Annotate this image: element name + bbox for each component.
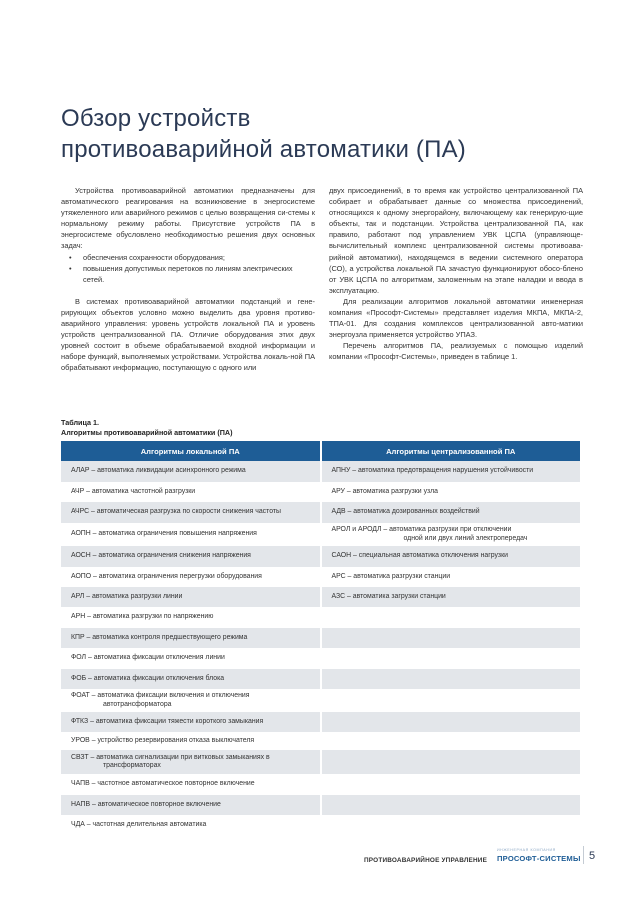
section-name: ПРОТИВОАВАРИЙНОЕ УПРАВЛЕНИЕ <box>364 857 488 864</box>
task-list-item: • повышения допустимых перетоков по линиям электрических сетей. <box>69 263 315 285</box>
table-cell-local: ЧДА – частотная делительная автоматика <box>61 815 320 835</box>
right-text-column <box>329 185 583 363</box>
table-cell-local: АЛАР – автоматика ликвидации асинхронного режима <box>61 461 320 482</box>
task-list <box>61 252 315 285</box>
table-row <box>61 567 580 587</box>
table-row <box>61 607 580 628</box>
table-row <box>61 689 580 712</box>
table-cell-central: АРС – автоматика разгрузки станции <box>322 567 581 587</box>
table-header <box>61 441 580 461</box>
table-cell-local: ФОЛ – автоматика фиксации отключения линии <box>61 648 320 669</box>
table-cell-central: САОН – специальная автоматика отключения нагрузки <box>322 546 581 567</box>
title-line-2: противоаварийной автоматики (ПА) <box>61 136 466 163</box>
table-caption <box>61 418 232 437</box>
task-list-item: • обеспечения сохранности оборудования; <box>69 252 315 263</box>
table-cell-central <box>322 607 581 628</box>
table-cell-local: АРН – автоматика разгрузки по напряжению <box>61 607 320 628</box>
table-row <box>61 546 580 567</box>
table-caption-number: Таблица 1. <box>61 418 99 427</box>
table-cell-central: АДВ – автоматика дозированных воздействий <box>322 502 581 523</box>
table-cell-line: СВЗТ – автоматика сигнализации при витковых замыканиях в <box>71 753 270 761</box>
table-row <box>61 648 580 669</box>
table-cell-local: ФОБ – автоматика фиксации отключения блока <box>61 669 320 689</box>
table-row <box>61 774 580 795</box>
table-cell-central: АРУ – автоматика разгрузки узла <box>322 482 581 502</box>
table-cell-local: ЧАПВ – частотное автоматическое повторное включение <box>61 774 320 795</box>
table-cell-local: НАПВ – автоматическое повторное включение <box>61 795 320 815</box>
table-row <box>61 523 580 546</box>
table-cell-central <box>322 712 581 732</box>
table-row <box>61 750 580 774</box>
table-cell-local: АЧРС – автоматическая разгрузка по скорости снижения частоты <box>61 502 320 523</box>
page-title <box>61 103 581 165</box>
table-row <box>61 482 580 502</box>
table-row <box>61 732 580 750</box>
header-local-pa: Алгоритмы локальной ПА <box>61 441 320 461</box>
left-paragraph-2: В системах противоаварийной автоматики подстанций и гене-рирующих объектов условно можно выделить два уровня противо-аварийного управления: уровень устройств локальной ПА и уровень устройств централизованной ПА. Отличие оборудования этих двух уровней состоит в объеме обрабатываемой входной информации и наборе функций, выполняемых устройствами. Устройства локаль-ной ПА обрабатывают информацию, поступающую с одного или <box>61 296 315 373</box>
table-cell-local: АЧР – автоматика частотной разгрузки <box>61 482 320 502</box>
table-caption-title: Алгоритмы противоаварийной автоматики (ПА) <box>61 427 233 437</box>
table-cell-local <box>61 750 320 774</box>
right-paragraph-3: Перечень алгоритмов ПА, реализуемых с помощью изделий компании «Прософт-Системы», приведен в таблице 1. <box>329 341 583 362</box>
table-row <box>61 669 580 689</box>
footer-divider <box>583 846 584 864</box>
header-central-pa: Алгоритмы централизованной ПА <box>322 441 581 461</box>
table-cell-local: УРОВ – устройство резервирования отказа выключателя <box>61 732 320 750</box>
table-row <box>61 502 580 523</box>
table-cell-central: АПНУ – автоматика предотвращения нарушения устойчивости <box>322 461 581 482</box>
table-cell-line: АРОЛ и АРОДЛ – автоматика разгрузки при отключении <box>331 526 512 534</box>
table-cell-local: АОПО – автоматика ограничения перегрузки оборудования <box>61 567 320 587</box>
left-paragraph-1: Устройства противоаварийной автоматики предназначены для автоматического реагирования на возникновение в энергосистеме утяжеленного или аварийного режимов с целью возвращения си-стемы к нормальному режиму работы. Присутствие устройств ПА в энергосистеме обусловлено необходимостью решения двух основных задач: <box>61 186 315 251</box>
table-cell-local: КПР – автоматика контроля предшествующего режима <box>61 628 320 648</box>
table-cell-local <box>61 689 320 712</box>
table-cell-central <box>322 774 581 795</box>
left-text-column <box>61 185 315 374</box>
table-cell-line: автотрансформатора <box>103 700 172 708</box>
table-cell-local: АРЛ – автоматика разгрузки линии <box>61 587 320 607</box>
table-cell-local: ФТКЗ – автоматика фиксации тяжести короткого замыкания <box>61 712 320 732</box>
table-row <box>61 587 580 607</box>
right-paragraph-2: Для реализации алгоритмов локальной автоматики инженерная компания «Прософт-Системы» представляет изделия МКПА, МКПА-2, ТПА-01. Для создания комплексов централизованной авто-матики энергоузла применяется устройство УПАЗ. <box>329 296 583 340</box>
table-cell-line: трансформаторах <box>103 762 161 769</box>
table-cell-central: АЗС – автоматика загрузки станции <box>322 587 581 607</box>
logo-name: ПРОСОФТ-СИСТЕМЫ <box>497 854 581 863</box>
table-body <box>61 461 580 835</box>
table-cell-local: АОПН – автоматика ограничения повышения напряжения <box>61 523 320 546</box>
table-cell-central <box>322 628 581 648</box>
table-cell-central <box>322 732 581 750</box>
logo-subtitle: ИНЖЕНЕРНАЯ КОМПАНИЯ <box>497 848 556 852</box>
company-logo <box>497 848 581 863</box>
page-number: 5 <box>589 850 596 862</box>
title-line-1: Обзор устройств <box>61 105 251 132</box>
table-cell-central <box>322 689 581 712</box>
table-row <box>61 712 580 732</box>
table-cell-local: АОСН – автоматика ограничения снижения напряжения <box>61 546 320 567</box>
table-cell-line: одной или двух линий электропередач <box>403 534 528 542</box>
table-cell-line: ФОАТ – автоматика фиксации включения и отключения <box>71 692 250 700</box>
table-cell-central <box>322 815 581 835</box>
table-row <box>61 461 580 482</box>
table-row <box>61 795 580 815</box>
table-cell-central <box>322 648 581 669</box>
table-cell-central <box>322 750 581 774</box>
table-cell-central <box>322 795 581 815</box>
algorithms-table <box>61 441 580 835</box>
right-paragraph-1: двух присоединений, в то время как устройство централизованной ПА собирает и обрабатывает данные со множества присоединений, относящихся к одному энергорайону, включающему как генерирую-щие объекты, так и подстанции. Устройства централизованной ПА, как правило, работают под управлением УВК ЦСПА (управляюще-вычислительный комплекс централизованной системы противоава-рийной автоматики), находящемся в ведении системного оператора (СО), а устройства локальной ПА зачастую функционируют обосо-блено от УВК ЦСПА по алгоритмам, заложенным на этапе наладки и ввода в эксплуатацию. <box>329 186 583 295</box>
table-row <box>61 815 580 835</box>
table-row <box>61 628 580 648</box>
table-cell-central <box>322 523 581 546</box>
table-cell-central <box>322 669 581 689</box>
